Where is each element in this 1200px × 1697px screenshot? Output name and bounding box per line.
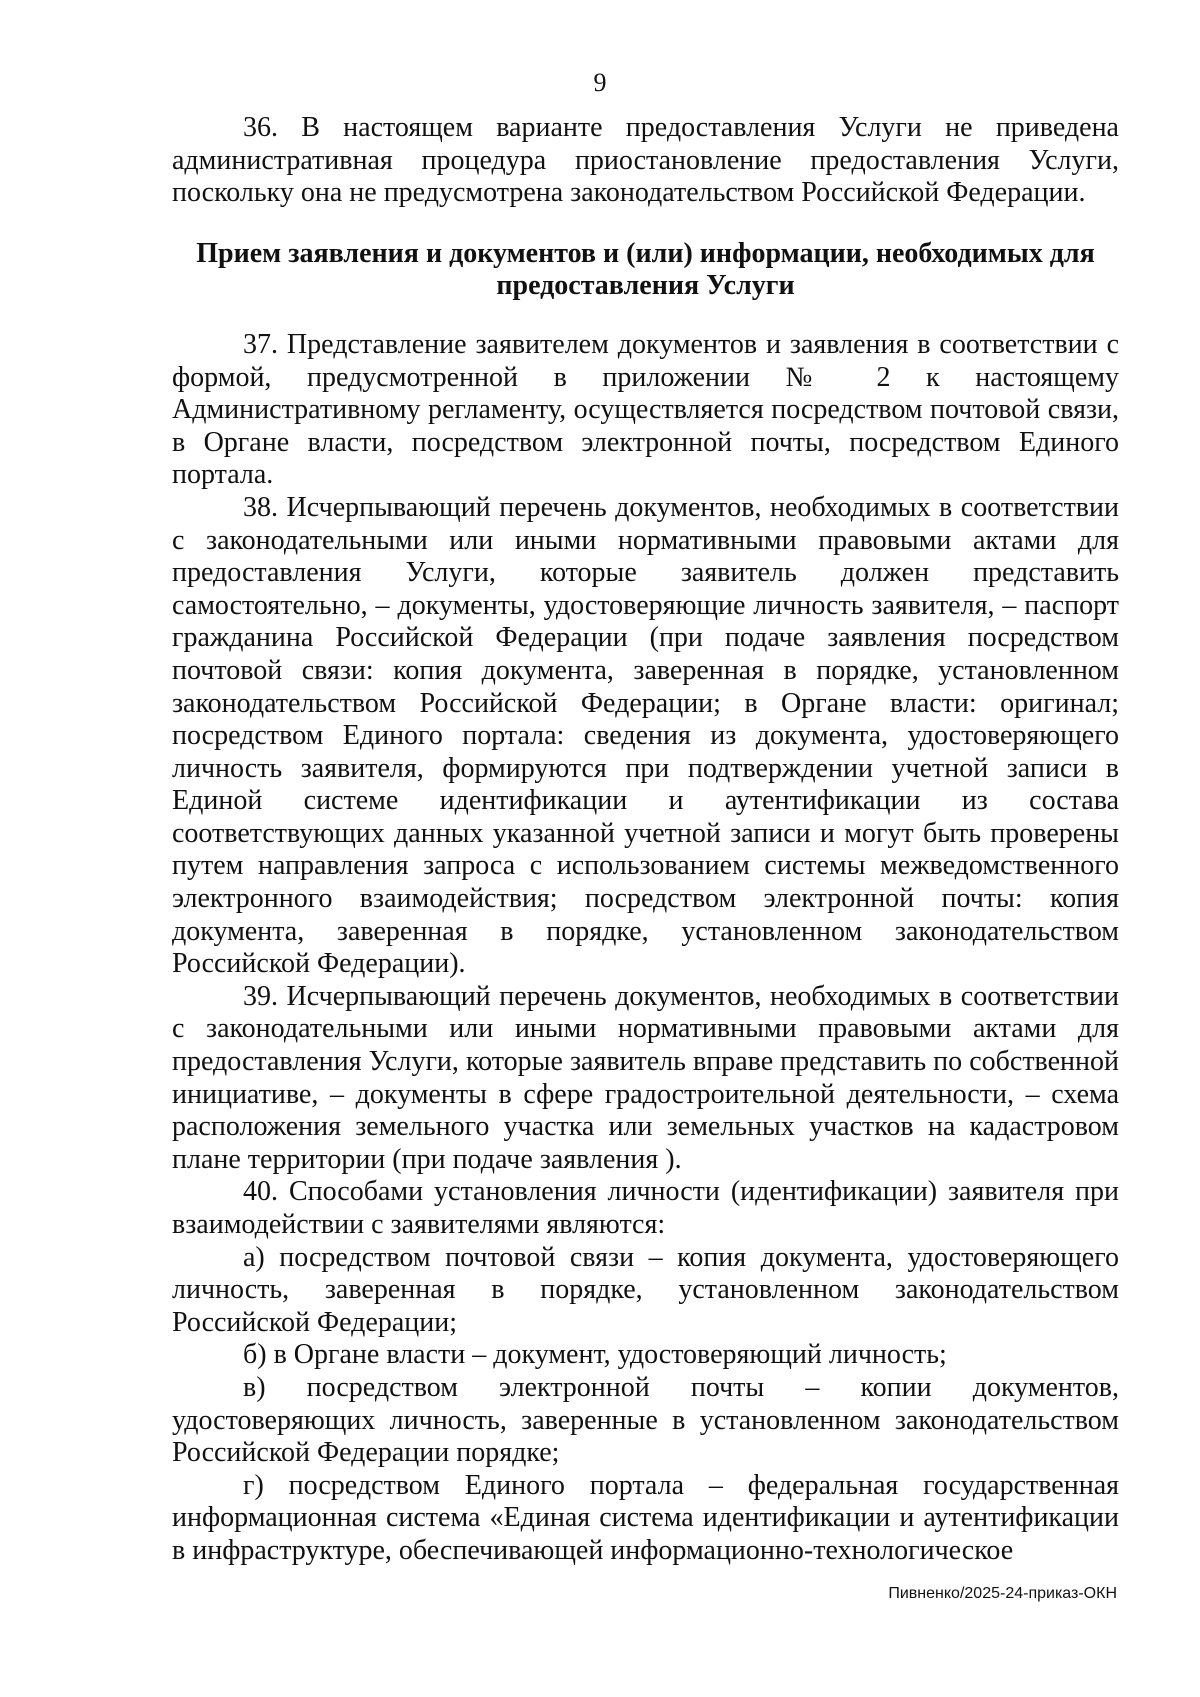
list-item-g: г) посредством Единого портала – федеральная государственная информационная система «Единая система идентификации и аутентификации в инфраструктуре, обеспечивающей информационно-технологическое [172, 1469, 1119, 1566]
list-item-a: а) посредством почтовой связи – копия документа, удостоверяющего личность, заверенная в порядке, установленном законодательством Российской Федерации; [172, 1241, 1119, 1338]
paragraph-39: 39. Исчерпывающий перечень документов, необходимых в соответствии с законодательными или иными нормативными правовыми актами для предоставления Услуги, которые заявитель вправе представить по собственной инициативе, – документы в сфере градостроительной деятельности, – схема расположения земельного участка или земельных участков на кадастровом плане территории (при подаче заявления ). [172, 980, 1119, 1175]
paragraph-40: 40. Способами установления личности (идентификации) заявителя при взаимодействии с заявителями являются: [172, 1176, 1119, 1240]
section-heading: Прием заявления и документов и (или) информации, необходимых для предоставления Услуги [196, 237, 1095, 302]
document-body [172, 112, 1119, 1568]
paragraph-38: 38. Исчерпывающий перечень документов, необходимых в соответствии с законодательными или иными нормативными правовыми актами для предоставления Услуги, которые заявитель должен представить самостоятельно, – документы, удостоверяющие личность заявителя, – паспорт гражданина Российской Федерации (при подаче заявления посредством почтовой связи: копия документа, заверенная в порядке, установленном законодательством Российской Федерации; в Органе власти: оригинал; посредством Единого портала: сведения из документа, удостоверяющего личность заявителя, формируются при подтверждении учетной записи в Единой системе идентификации и аутентификации из состава соответствующих данных указанной учетной записи и могут быть проверены путем направления запроса с использованием системы межведомственного электронного взаимодействия; посредством электронной почты: копия документа, заверенная в порядке, установленном законодательством Российской Федерации). [172, 491, 1119, 980]
list-item-b: б) в Органе власти – документ, удостоверяющий личность; [243, 1339, 947, 1371]
page-number: 9 [593, 68, 607, 97]
list-item-v: в) посредством электронной почты – копии документов, удостоверяющих личность, заверенные в установленном законодательством Российской Федерации порядке; [172, 1371, 1119, 1469]
footer-reference: Пивненко/2025-24-приказ-ОКН [888, 1585, 1117, 1602]
paragraph-36: 36. В настоящем варианте предоставления Услуги не приведена административная процедура приостановление предоставления Услуги, поскольку она не предусмотрена законодательством Российской Федерации. [172, 112, 1119, 209]
paragraph-37: 37. Представление заявителем документов и заявления в соответствии с формой, предусмотренной в приложении № 2 к настоящему Административному регламенту, осуществляется посредством почтовой связи, в Органе власти, посредством электронной почты, посредством Единого портала. [172, 328, 1119, 491]
